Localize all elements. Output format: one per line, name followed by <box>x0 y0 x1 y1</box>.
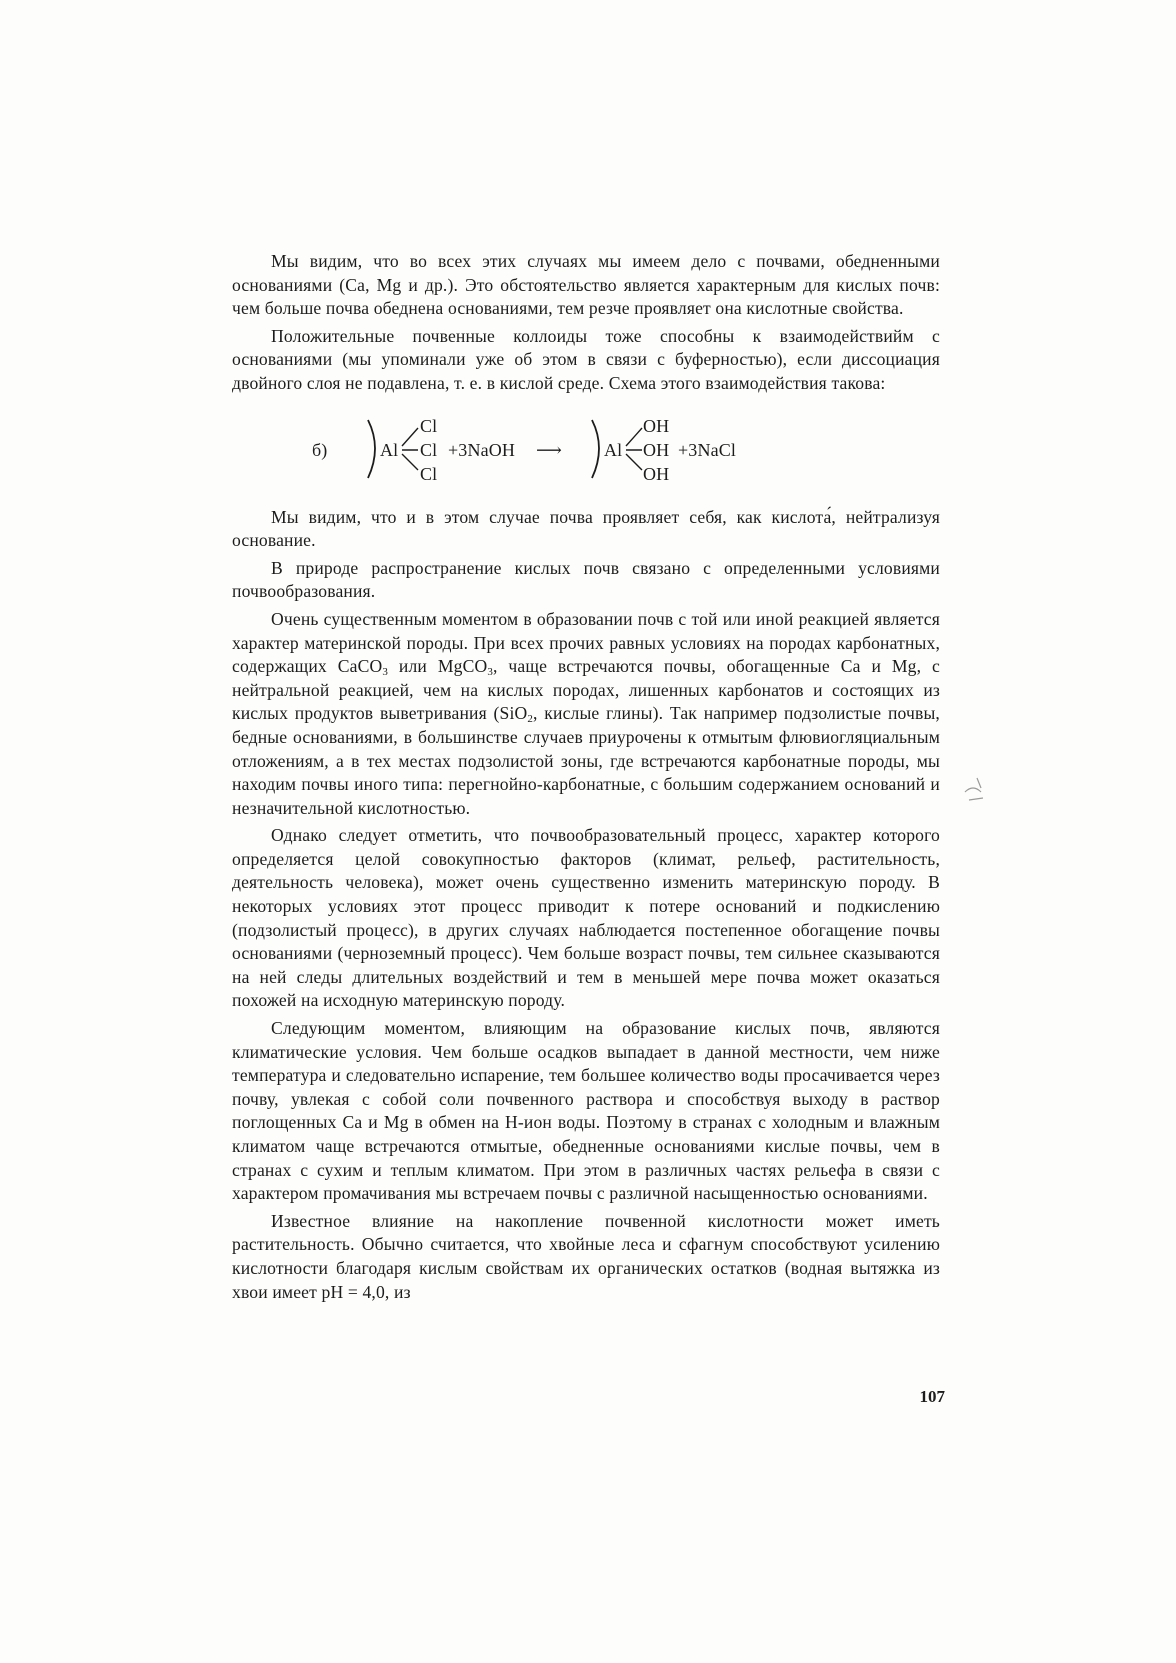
bonds-right <box>626 428 642 470</box>
text-run: , чаще встречаются почвы, обогащенные Ca и Mg, с нейтральной реакцией, чем на кислых породах, лишенных карбонатов и состоящих из кислых продуктов выветривания (SiO <box>232 656 941 724</box>
scheme-arrow: ⟶ <box>536 439 562 460</box>
paragraph: Мы видим, что во всех этих случаях мы имеем дело с почвами, обедненными основаниями (Ca, Mg и др.). Это обстоятельство является характерным для кислых почв: чем больше почва обеднена основаниями, тем резче проявляет она кислотные свойства. <box>232 251 940 319</box>
scheme-right-group: OH <box>643 415 670 436</box>
paragraph: Мы видим, что и в этом случае почва проявляет себя, как кислота́, нейтрализуя основание. <box>232 506 940 551</box>
paragraph: Однако следует отметить, что почвообразовательный процесс, характер которого определяется целой совокупностью факторов (климат, рельеф, растительность, деятельность человека), может очень существенно изменить материнскую породу. В некоторых условиях этот процесс приводит к потере оснований и подкислению (подзолистый процесс), в других случаях наблюдается постепенное обогащение почвы основаниями (черноземный процесс). Чем больше возраст почвы, тем сильнее сказываются на ней следы длительных воздействий и тем в меньшей мере почва может оказаться похожей на исходную материнскую породу. <box>232 825 940 1011</box>
scheme-right-group: OH <box>643 463 670 484</box>
bonds-left <box>402 428 418 470</box>
text-run: Очень существенным моментом в образовании почв с той или иной реакцией является характер материнской породы. При всех прочих равных условиях на породах карбонатных, содержащих CaCO <box>232 608 940 677</box>
scheme-reagent: +3NaOH <box>448 439 516 460</box>
scheme-left-group: Cl <box>420 439 438 460</box>
subscript: 3 <box>487 666 493 679</box>
paragraph: В природе распространение кислых почв связано с определенными условиями почвообразования. <box>232 557 940 602</box>
scheme-right-group: OH <box>643 439 670 460</box>
scheme-left-group: Cl <box>420 415 438 436</box>
colloid-bracket-left <box>368 420 375 478</box>
text-run: , кислые глины). Так например подзолистые почвы, бедные основаниями, в большинстве случаев приурочены к отмытым флювиогляциальным отложениям, а в тех местах подзолистой зоны, где встречаются карбонатные породы, мы находим почвы иного типа: перегнойно-карбонатные, с большим содержанием оснований и незначительной кислотностью. <box>232 703 940 818</box>
scheme-product: +3NaCl <box>678 439 737 460</box>
text-run: или MgCO <box>388 656 488 677</box>
paragraph: Положительные почвенные коллоиды тоже способны к взаимодействийм с основаниями (мы упоминали уже об этом в связи с буферностью), если диссоциация двойного слоя не подавлена, т. е. в кислой среде. Схема этого взаимодействия такова: <box>232 325 940 393</box>
scheme-left-group: Cl <box>420 463 438 484</box>
subscript: 2 <box>527 713 534 726</box>
paragraph-parent-rock <box>232 608 940 820</box>
paragraph: Следующим моментом, влияющим на образование кислых почв, являются климатические условия. Чем больше осадков выпадает в данной местности, чем ниже температура и следовательно испарение, тем большее количество воды просачивается через почву, увлекая с собой соли почвенного раствора и способствуя выходу в раствор поглощенных Ca и Mg в обмен на H-ион воды. Поэтому в странах с холодным и влажным климатом чаще встречаются отмытые, обедненные основаниями кислые почвы, чем в странах с сухим и теплым климатом. При этом в различных частях рельефа в связи с характером промачивания мы встречаем почвы с различной насыщенностью основаниями. <box>232 1018 940 1204</box>
reaction-scheme-drawing <box>232 400 940 500</box>
paragraph: Известное влияние на накопление почвенной кислотности может иметь растительность. Обычно считается, что хвойные леса и сфагнум способствуют усилению кислотности благодаря кислым свойствам их органических остатков (водная вытяжка из хвои имеет pH = 4,0, из <box>232 1210 940 1302</box>
page-number: 107 <box>919 1387 945 1406</box>
scheme-label: б) <box>312 439 328 460</box>
body-text <box>232 250 940 1308</box>
subscript: 3 <box>382 666 389 679</box>
scheme-right-atom: Al <box>604 439 623 460</box>
scheme-left-atom: Al <box>380 439 399 460</box>
reaction-scheme <box>232 400 940 500</box>
margin-pencil-mark <box>955 770 995 810</box>
colloid-bracket-right <box>592 420 599 478</box>
